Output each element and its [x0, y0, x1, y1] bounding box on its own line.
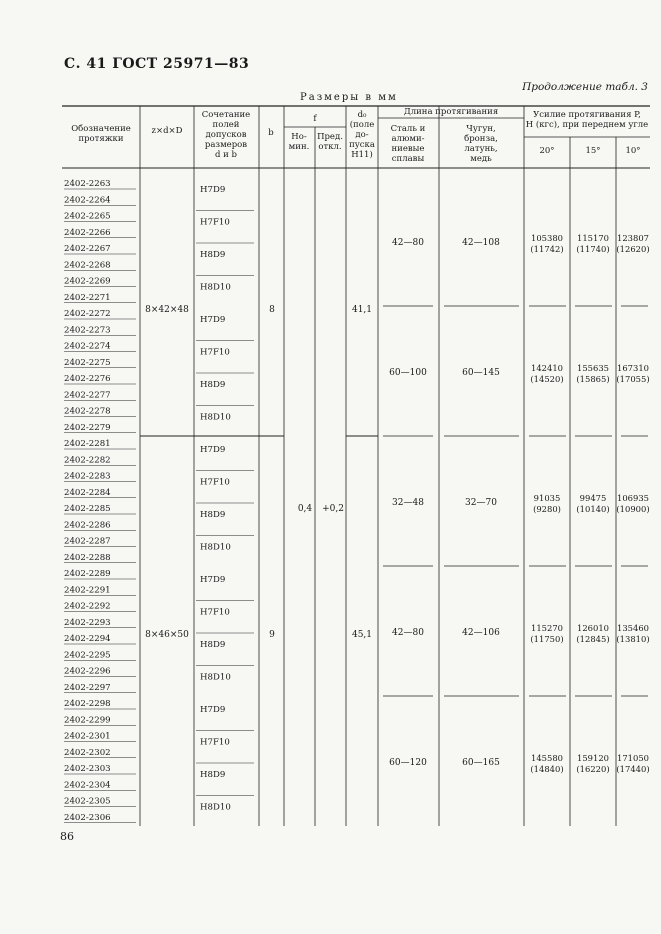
iron-length-cell: 60—165 — [462, 758, 500, 768]
units-note: Размеры в мм — [300, 92, 398, 103]
zdd-cell: 8×46×50 — [145, 630, 189, 640]
designation-cell: 2402-2291 — [64, 585, 111, 596]
steel-length-cell: 60—100 — [389, 368, 427, 378]
designation-cell: 2402-2299 — [64, 715, 111, 726]
tolerance-cell: H8D9 — [200, 640, 226, 650]
designation-cell: 2402-2272 — [64, 309, 111, 319]
header-d0: (поле — [349, 120, 375, 130]
tolerance-cell: H8D9 — [200, 380, 226, 390]
tolerance-cell: H8D10 — [200, 412, 231, 423]
header-tolerances: размеров — [204, 140, 248, 150]
force-10-cell: 171050 — [617, 753, 649, 763]
force-15-cell: (11740) — [576, 244, 610, 254]
force-15-cell: 155635 — [577, 363, 609, 373]
header-d0: пуска — [349, 140, 375, 150]
designation-cell: 2402-2267 — [64, 244, 111, 254]
designation-cell: 2402-2285 — [64, 504, 111, 514]
force-10-cell: (12620) — [616, 244, 650, 254]
force-20-cell: (14840) — [530, 764, 564, 774]
header-f-nominal: Но- — [291, 132, 307, 142]
force-15-cell: 159120 — [577, 753, 609, 763]
header-f-nominal: мин. — [288, 142, 310, 152]
force-20-cell: 91035 — [533, 493, 561, 503]
header-b: b — [268, 128, 274, 138]
designation-cell: 2402-2265 — [64, 211, 111, 222]
header-length: Длина протягивания — [403, 107, 499, 117]
header-steel: Сталь и — [390, 124, 426, 134]
tolerance-cell: H7F10 — [200, 607, 230, 618]
designation-cell: 2402-2297 — [64, 682, 111, 693]
steel-length-cell: 42—80 — [392, 628, 424, 638]
designation-cell: 2402-2303 — [64, 764, 111, 774]
force-20-cell: (11742) — [530, 244, 564, 254]
designation-cell: 2402-2288 — [64, 552, 111, 563]
header-force: Н (кгс), при переднем угле — [525, 120, 649, 130]
tolerance-cell: H8D9 — [200, 510, 226, 520]
tolerance-cell: H7F10 — [200, 737, 230, 748]
header-force: Усилие протягивания P, — [533, 110, 641, 120]
tolerance-cell: H8D10 — [200, 542, 231, 553]
force-20-cell: 145580 — [531, 753, 563, 763]
steel-length-cell: 42—80 — [392, 238, 424, 248]
header-f: f — [313, 114, 317, 124]
designation-cell: 2402-2283 — [64, 471, 111, 482]
force-20-cell: 142410 — [531, 363, 563, 373]
d0-cell: 45,1 — [351, 630, 373, 640]
iron-length-cell: 42—106 — [462, 628, 500, 638]
force-20-cell: (14520) — [530, 374, 564, 384]
iron-length-cell: 60—145 — [462, 368, 500, 378]
force-15-cell: (16220) — [576, 764, 610, 774]
designation-cell: 2402-2294 — [64, 634, 111, 644]
designation-cell: 2402-2282 — [64, 455, 111, 466]
designation-cell: 2402-2274 — [64, 341, 111, 352]
designation-cell: 2402-2287 — [64, 536, 111, 547]
iron-length-cell: 42—108 — [462, 238, 500, 248]
tolerance-cell: H7F10 — [200, 217, 230, 228]
designation-cell: 2402-2293 — [64, 617, 111, 628]
header-iron: медь — [470, 154, 492, 164]
tolerance-cell: H7F10 — [200, 347, 230, 358]
header-d0: d₀ — [357, 110, 367, 120]
designation-cell: 2402-2305 — [64, 796, 111, 807]
tolerance-cell: H8D9 — [200, 770, 226, 780]
steel-length-cell: 60—120 — [389, 758, 427, 768]
force-15-cell: (10140) — [576, 504, 610, 514]
tolerance-cell: H8D10 — [200, 672, 231, 683]
tolerance-cell: H7D9 — [200, 315, 226, 325]
b-cell: 8 — [269, 305, 275, 315]
tolerance-cell: H7F10 — [200, 477, 230, 488]
header-angle-20: 20° — [539, 146, 555, 156]
zdd-cell: 8×42×48 — [145, 305, 189, 315]
header-steel: алюми- — [391, 134, 425, 144]
force-10-cell: 167310 — [617, 363, 649, 373]
header-d0: до- — [355, 130, 369, 140]
designation-cell: 2402-2306 — [64, 812, 111, 823]
d0-cell: 41,1 — [351, 305, 373, 315]
header-angle-10: 10° — [625, 146, 641, 156]
page-number: 86 — [60, 830, 74, 843]
tolerance-cell: H7D9 — [200, 445, 226, 455]
steel-length-cell: 32—48 — [392, 498, 424, 508]
b-cell: 9 — [269, 630, 275, 640]
f-deviation-cell: +0,2 — [322, 504, 344, 514]
designation-cell: 2402-2289 — [64, 569, 111, 579]
continuation-note: Продолжение табл. 3 — [522, 81, 648, 93]
designation-cell: 2402-2266 — [64, 227, 111, 238]
tolerance-cell: H8D10 — [200, 282, 231, 293]
header-zdd: z×d×D — [151, 126, 183, 136]
force-15-cell: (12845) — [576, 634, 610, 644]
header-iron: бронза, — [464, 134, 498, 144]
designation-cell: 2402-2301 — [64, 731, 111, 742]
header-iron: латунь, — [464, 144, 498, 154]
force-10-cell: 106935 — [617, 493, 649, 503]
force-20-cell: 115270 — [531, 623, 563, 633]
force-20-cell: (11750) — [530, 634, 564, 644]
iron-length-cell: 32—70 — [465, 498, 497, 508]
header-designation: Обозначение — [71, 124, 131, 134]
header-tolerances: Сочетание — [201, 110, 251, 120]
force-15-cell: 115170 — [577, 233, 609, 243]
header-f-deviation: Пред. — [317, 132, 343, 142]
header-tolerances: полей — [212, 120, 240, 130]
tolerance-cell: H8D9 — [200, 250, 226, 260]
header-d0: H11) — [351, 150, 373, 160]
designation-cell: 2402-2284 — [64, 487, 111, 498]
designation-cell: 2402-2295 — [64, 650, 111, 661]
header-angle-15: 15° — [585, 146, 601, 156]
designation-cell: 2402-2279 — [64, 422, 111, 433]
designation-cell: 2402-2302 — [64, 747, 111, 758]
designation-cell: 2402-2263 — [64, 179, 111, 189]
designation-cell: 2402-2264 — [64, 195, 111, 206]
designation-cell: 2402-2304 — [64, 780, 111, 791]
force-10-cell: 123807 — [617, 233, 649, 243]
designation-cell: 2402-2269 — [64, 276, 111, 287]
header-tolerances: допусков — [205, 130, 247, 140]
designation-cell: 2402-2277 — [64, 390, 111, 401]
designation-cell: 2402-2271 — [64, 292, 111, 303]
designation-cell: 2402-2281 — [64, 439, 111, 449]
header-iron: Чугун, — [466, 124, 496, 134]
force-10-cell: (10900) — [616, 504, 650, 514]
header-f-deviation: откл. — [318, 142, 342, 152]
designation-cell: 2402-2278 — [64, 406, 111, 417]
designation-cell: 2402-2292 — [64, 601, 111, 612]
f-nominal-cell: 0,4 — [297, 504, 313, 514]
tolerance-cell: H7D9 — [200, 185, 226, 195]
designation-cell: 2402-2276 — [64, 374, 111, 384]
force-15-cell: 99475 — [579, 493, 607, 503]
designation-cell: 2402-2298 — [64, 699, 111, 709]
tolerance-cell: H7D9 — [200, 705, 226, 715]
header-designation: протяжки — [78, 134, 124, 144]
designation-cell: 2402-2273 — [64, 325, 111, 336]
tolerance-cell: H8D10 — [200, 802, 231, 813]
force-15-cell: (15865) — [576, 374, 610, 384]
header-steel: сплавы — [391, 154, 425, 164]
force-20-cell: 105380 — [531, 233, 563, 243]
force-10-cell: (13810) — [616, 634, 650, 644]
document-header: С. 41 ГОСТ 25971—83 — [64, 56, 250, 72]
force-10-cell: (17055) — [616, 374, 650, 384]
tolerance-cell: H7D9 — [200, 575, 226, 585]
header-steel: ниевые — [391, 144, 425, 154]
header-tolerances: d и b — [215, 150, 237, 160]
force-20-cell: (9280) — [533, 504, 561, 514]
designation-cell: 2402-2296 — [64, 666, 111, 677]
force-10-cell: (17440) — [616, 764, 650, 774]
designation-cell: 2402-2286 — [64, 520, 111, 531]
designation-cell: 2402-2268 — [64, 260, 111, 271]
force-15-cell: 126010 — [577, 623, 609, 633]
designation-cell: 2402-2275 — [64, 357, 111, 368]
force-10-cell: 135460 — [617, 623, 649, 633]
